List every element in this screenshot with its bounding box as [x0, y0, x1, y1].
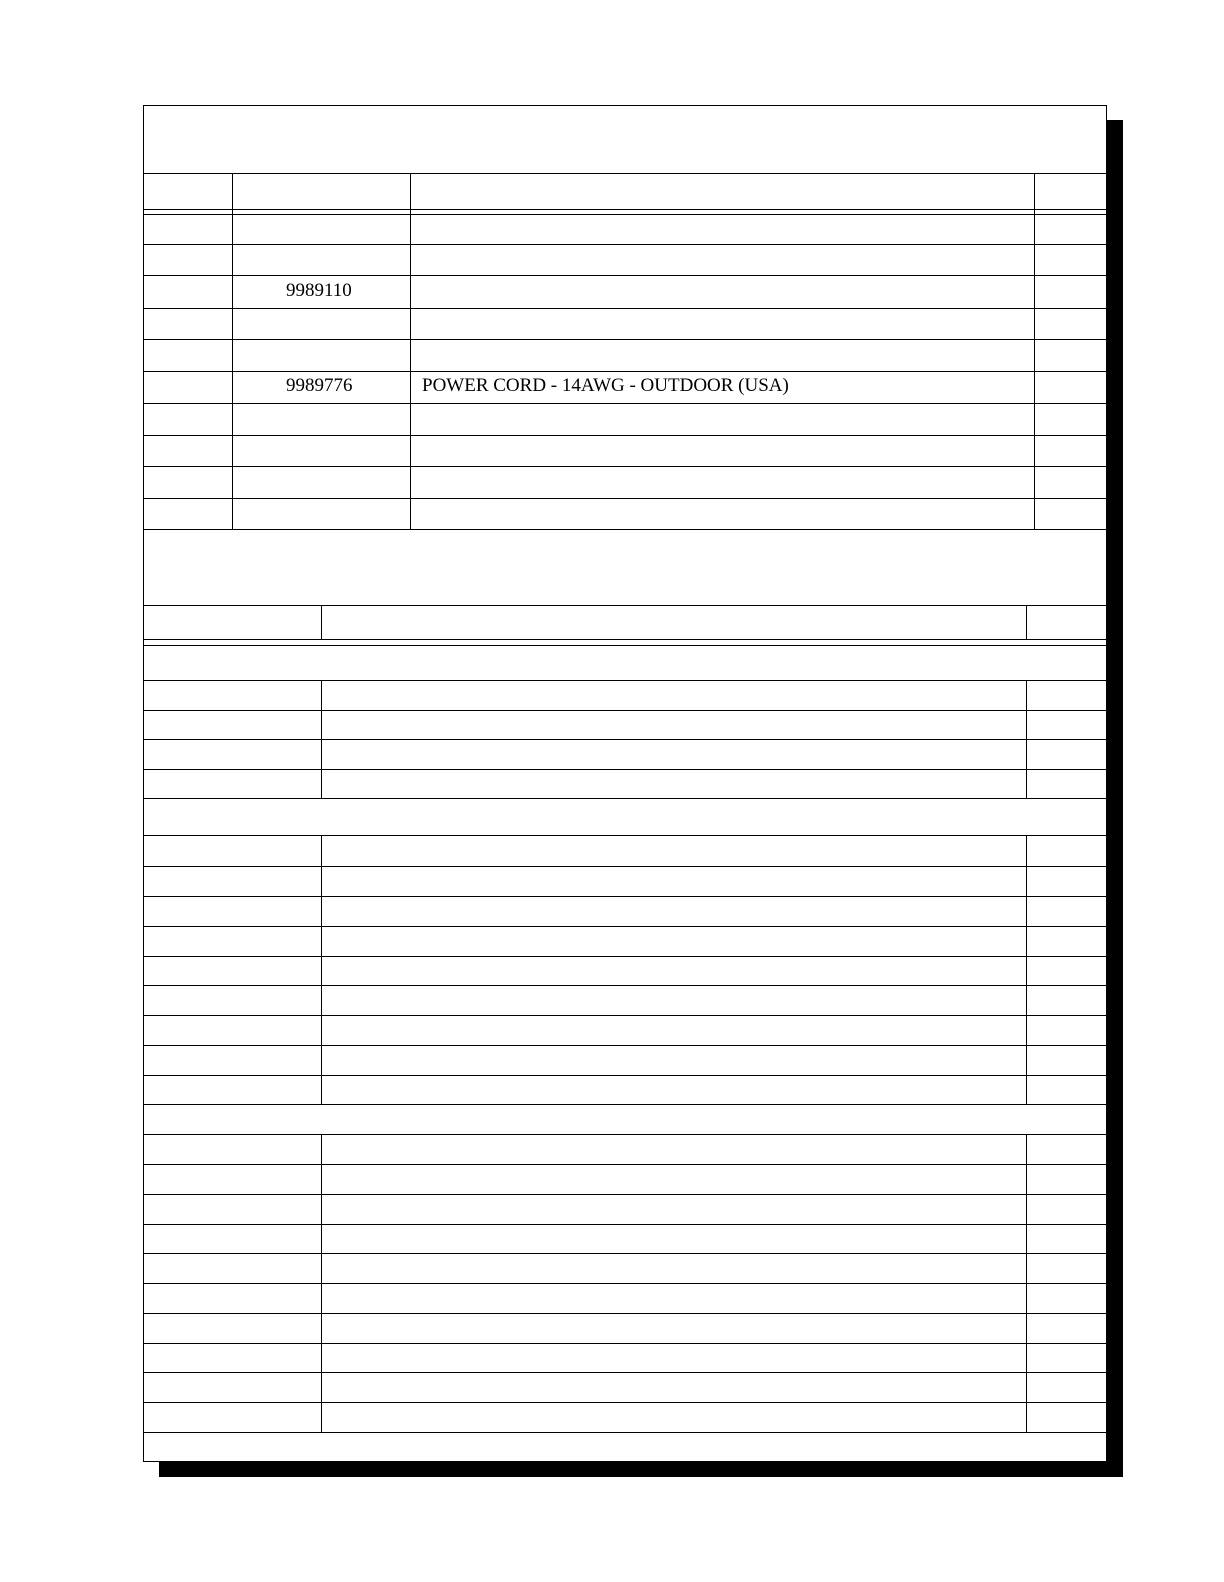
row-divider	[144, 339, 1106, 340]
row-divider	[144, 926, 1106, 927]
row-divider	[144, 1194, 1106, 1195]
row-divider	[144, 435, 1106, 436]
table-header-double-rule	[144, 645, 1106, 646]
column-divider	[232, 173, 233, 529]
row-divider	[144, 710, 1106, 711]
column-divider	[1026, 835, 1027, 1104]
table-header-bottom-rule	[144, 209, 1106, 210]
row-divider	[144, 739, 1106, 740]
row-divider	[144, 1164, 1106, 1165]
row-divider	[144, 1402, 1106, 1403]
row-divider	[144, 1075, 1106, 1076]
column-divider	[321, 680, 322, 798]
column-divider	[321, 1134, 322, 1432]
table-header-double-rule	[144, 214, 1106, 215]
row-divider	[144, 403, 1106, 404]
column-divider	[321, 605, 322, 639]
table-header-top-rule	[144, 605, 1106, 606]
row-divider	[144, 866, 1106, 867]
parts-list-page	[143, 105, 1107, 1462]
column-divider	[1026, 605, 1027, 639]
column-divider	[1026, 680, 1027, 798]
section-divider	[144, 1134, 1106, 1135]
row-divider	[144, 1283, 1106, 1284]
row-divider	[144, 1015, 1106, 1016]
row-divider	[144, 956, 1106, 957]
row-divider	[144, 985, 1106, 986]
row-divider	[144, 1343, 1106, 1344]
table-bottom-rule	[144, 1432, 1106, 1433]
table-header-top-rule	[144, 173, 1106, 174]
column-divider	[1026, 1134, 1027, 1432]
row-divider	[144, 1045, 1106, 1046]
row-divider	[144, 498, 1106, 499]
row-divider	[144, 275, 1106, 276]
row-divider	[144, 896, 1106, 897]
column-divider	[410, 173, 411, 529]
row-divider	[144, 769, 1106, 770]
section-divider	[144, 798, 1106, 799]
row-divider	[144, 1224, 1106, 1225]
row-divider	[144, 1253, 1106, 1254]
section-divider	[144, 680, 1106, 681]
table-bottom-rule	[144, 529, 1106, 530]
section-divider	[144, 835, 1106, 836]
row-divider	[144, 1372, 1106, 1373]
row-divider	[144, 371, 1106, 372]
part-number-cell: 9989776	[286, 375, 353, 396]
column-divider	[1034, 173, 1035, 529]
row-divider	[144, 308, 1106, 309]
section-divider	[144, 1104, 1106, 1105]
description-cell: POWER CORD - 14AWG - OUTDOOR (USA)	[422, 375, 789, 396]
row-divider	[144, 244, 1106, 245]
part-number-cell: 9989110	[286, 280, 352, 301]
column-divider	[321, 835, 322, 1104]
row-divider	[144, 466, 1106, 467]
row-divider	[144, 1313, 1106, 1314]
table-header-bottom-rule	[144, 639, 1106, 640]
